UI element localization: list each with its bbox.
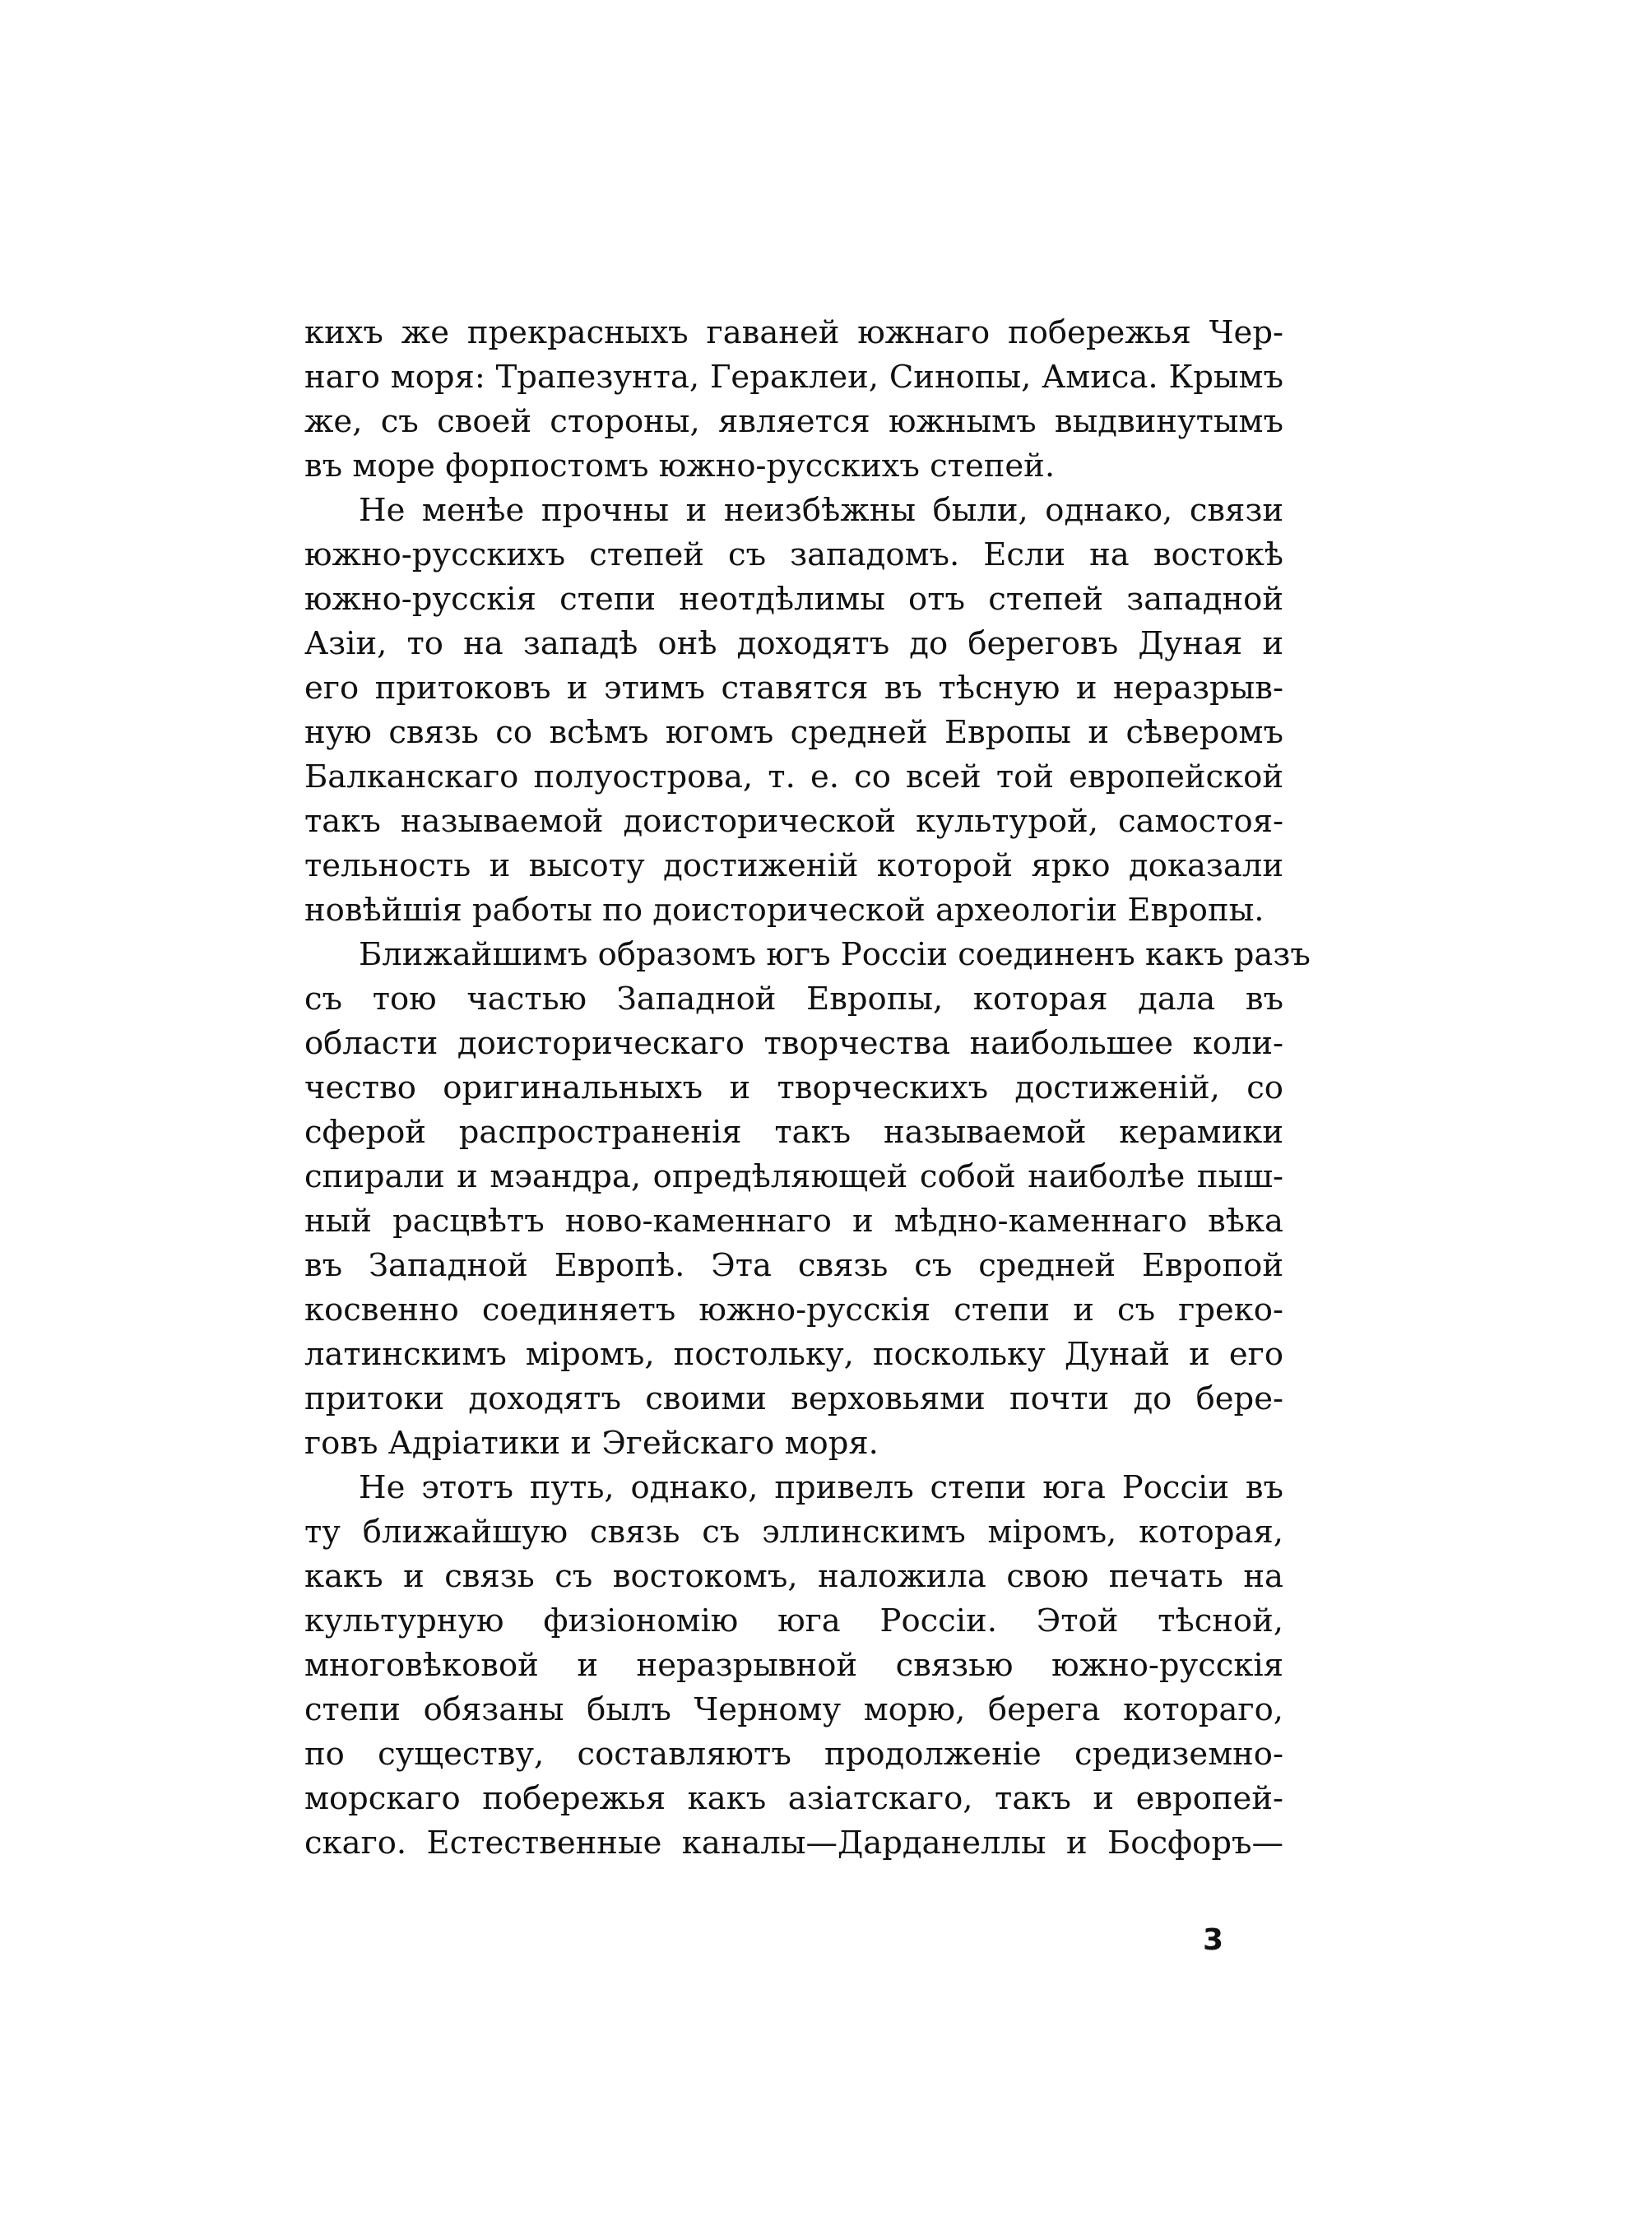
text-line: наго моря: Трапезунта, Гераклеи, Синопы, Амиса. Крымъ: [304, 359, 1283, 396]
text-line: кихъ же прекрасныхъ гаваней южнаго побережья Чер-: [304, 314, 1283, 351]
text-line: какъ и связь съ востокомъ, наложила свою печать на: [304, 1558, 1283, 1595]
text-line: притоки доходятъ своими верховьями почти до бере-: [304, 1380, 1283, 1417]
text-line: спирали и мэандра, опредѣляющей собой наиболѣе пыш-: [304, 1158, 1283, 1195]
text-line: Ближайшимъ образомъ югъ Россіи соединенъ какъ разъ: [359, 936, 1311, 973]
text-line: ную связь со всѣмъ югомъ средней Европы и сѣверомъ: [304, 714, 1283, 751]
text-line: въ Западной Европѣ. Эта связь съ средней Европой: [304, 1247, 1283, 1284]
text-line: съ тою частью Западной Европы, которая дала въ: [304, 981, 1283, 1018]
text-line: культурную физіономію юга Россіи. Этой тѣсной,: [304, 1602, 1283, 1639]
text-line: въ море форпостомъ южно-русскихъ степей.: [304, 447, 1056, 485]
text-line: Не менѣе прочны и неизбѣжны были, однако, связи: [359, 492, 1283, 529]
text-line: же, съ своей стороны, является южнымъ выдвинутымъ: [304, 403, 1283, 440]
text-line: Азіи, то на западѣ онѣ доходятъ до береговъ Дуная и: [304, 625, 1283, 662]
text-line: ный расцвѣтъ ново-каменнаго и мѣдно-каменнаго вѣка: [304, 1203, 1283, 1240]
text-line: Не этотъ путь, однако, привелъ степи юга Россіи въ: [359, 1469, 1283, 1506]
text-line: ту ближайшую связь съ эллинскимъ міромъ, которая,: [304, 1514, 1283, 1551]
text-line: южно-русскія степи неотдѣлимы отъ степей западной: [304, 581, 1283, 618]
text-line: морскаго побережья какъ азіатскаго, такъ и европей-: [304, 1780, 1283, 1817]
text-line: по существу, составляютъ продолженіе средиземно-: [304, 1736, 1283, 1773]
text-line: Балканскаго полуострова, т. е. со всей той европейской: [304, 758, 1283, 795]
paragraph-2: [304, 489, 1283, 933]
text-line: степи обязаны былъ Черному морю, берега котораго,: [304, 1691, 1283, 1728]
text-line: новѣйшія работы по доисторической археологіи Европы.: [304, 892, 1265, 929]
text-line: скаго. Естественные каналы—Дарданеллы и Босфоръ—: [304, 1825, 1283, 1862]
text-line: многовѣковой и неразрывной связью южно-русскія: [304, 1647, 1283, 1684]
paragraph-3: [304, 933, 1311, 1466]
paragraph-1: [304, 311, 1283, 489]
body-text: [304, 311, 1311, 1866]
text-line: говъ Адріатики и Эгейскаго моря.: [304, 1425, 879, 1462]
page-number: 3: [1203, 1923, 1224, 1957]
text-line: латинскимъ міромъ, постольку, поскольку Дунай и его: [304, 1336, 1283, 1373]
text-line: косвенно соединяетъ южно-русскія степи и съ греко-: [304, 1291, 1283, 1328]
text-line: области доисторическаго творчества наибольшее коли-: [304, 1025, 1283, 1062]
text-line: южно-русскихъ степей съ западомъ. Если на востокѣ: [304, 536, 1283, 573]
text-line: тельность и высоту достиженій которой ярко доказали: [304, 847, 1283, 884]
text-line: сферой распространенія такъ называемой керамики: [304, 1114, 1283, 1151]
paragraph-4: [304, 1466, 1283, 1866]
text-line: такъ называемой доисторической культурой, самостоя-: [304, 803, 1283, 840]
text-line: чество оригинальныхъ и творческихъ достиженій, со: [304, 1069, 1283, 1106]
text-line: его притоковъ и этимъ ставятся въ тѣсную и неразрыв-: [304, 670, 1283, 707]
